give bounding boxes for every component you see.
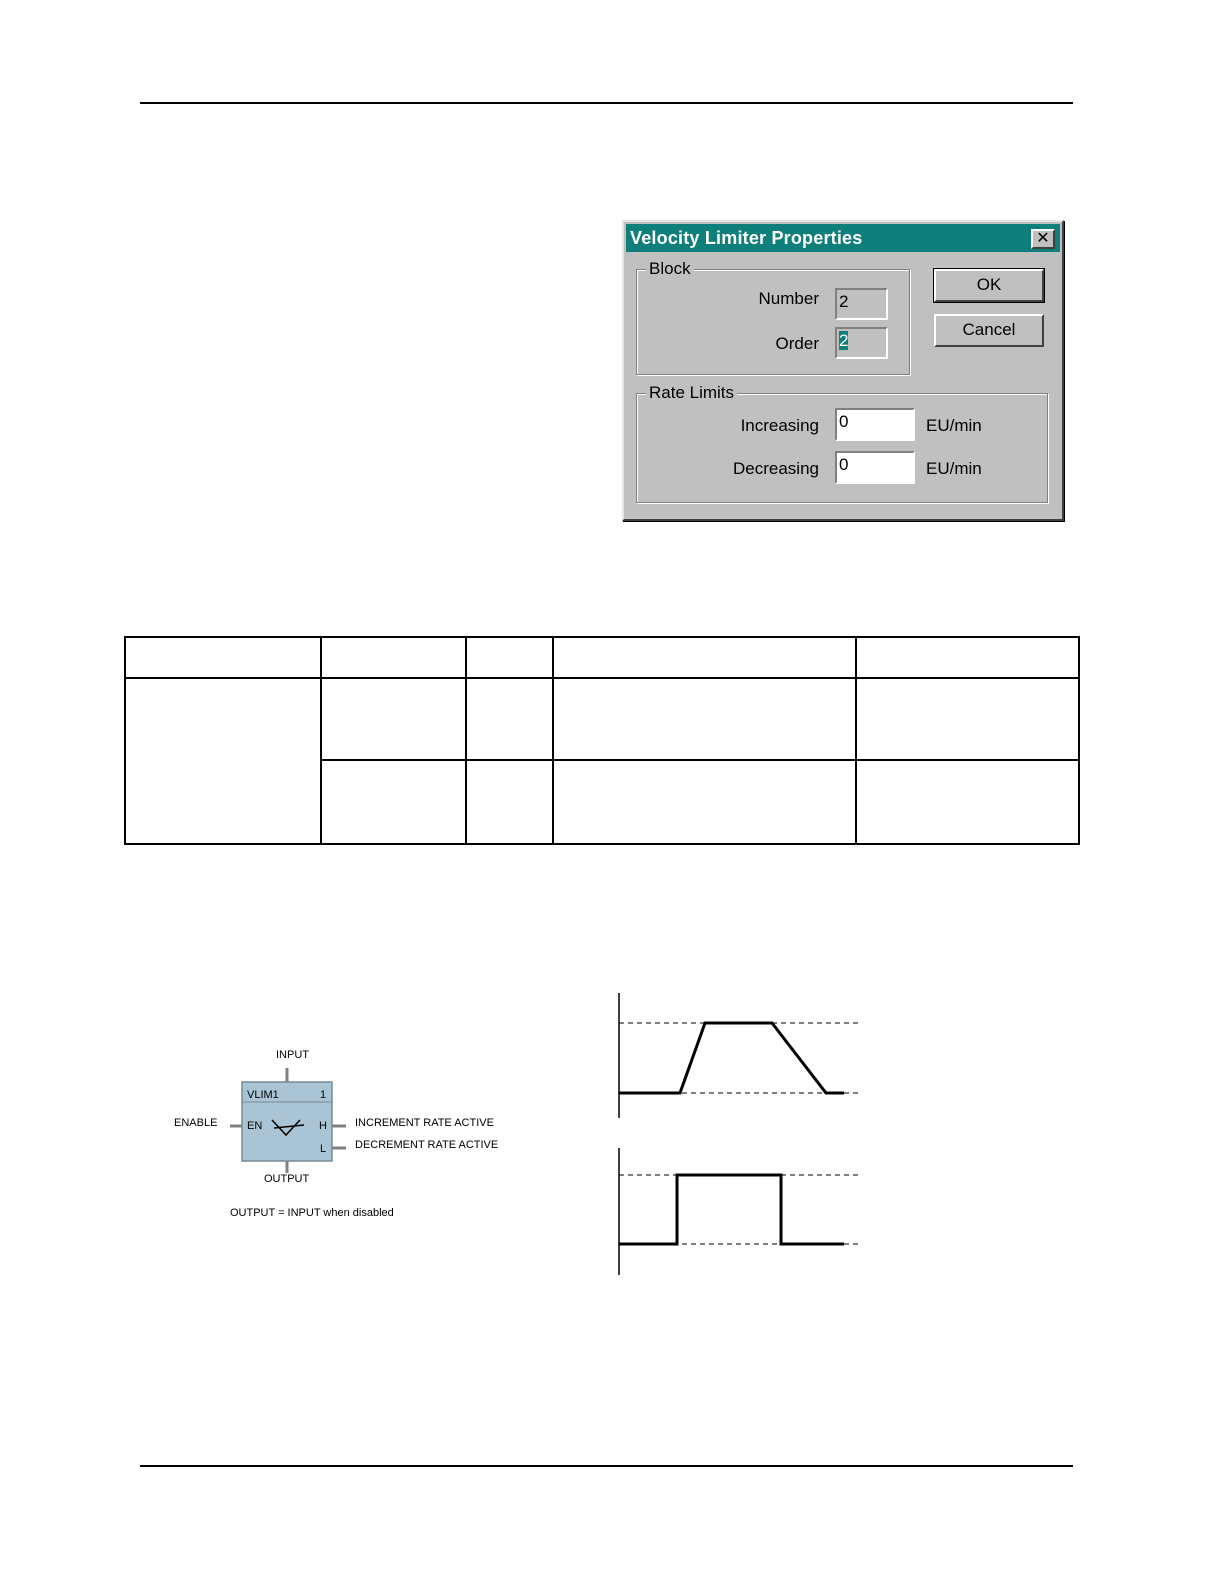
table-cell	[856, 760, 1079, 844]
table-cell	[321, 637, 466, 678]
table-cell	[553, 637, 856, 678]
table-row	[125, 678, 1079, 760]
increasing-unit: EU/min	[926, 416, 982, 435]
order-field[interactable]	[835, 327, 888, 359]
decreasing-input[interactable]	[835, 451, 915, 484]
increasing-value: 0	[839, 412, 849, 431]
velocity-limiter-dialog	[622, 220, 1064, 521]
disabled-note: OUTPUT = INPUT when disabled	[230, 1207, 394, 1219]
table-cell	[466, 637, 553, 678]
decreasing-unit: EU/min	[926, 459, 982, 478]
l-pin-label: L	[320, 1143, 327, 1155]
decreasing-label: Decreasing	[733, 459, 819, 478]
dialog-title: Velocity Limiter Properties	[630, 228, 863, 248]
block-number: 1	[320, 1089, 327, 1101]
rate-limits-legend: Rate Limits	[646, 383, 737, 403]
parameter-table	[124, 636, 1080, 845]
table-header-row	[125, 637, 1079, 678]
vlim-block-diagram	[160, 1040, 540, 1230]
step-input-trace	[619, 1175, 844, 1244]
table-cell	[856, 678, 1079, 760]
increment-rate-label: INCREMENT RATE ACTIVE	[355, 1117, 494, 1129]
table-cell	[856, 637, 1079, 678]
table-cell	[553, 678, 856, 760]
number-label: Number	[758, 289, 819, 308]
table-cell	[321, 760, 466, 844]
dialog-title-bar[interactable]	[626, 224, 1060, 252]
block-group	[636, 259, 910, 375]
close-icon: ✕	[1036, 230, 1050, 247]
table-cell	[321, 678, 466, 760]
number-field	[835, 288, 888, 320]
close-button[interactable]	[1031, 229, 1055, 249]
block-name: VLIM1	[247, 1089, 279, 1101]
order-value: 2	[839, 331, 849, 350]
decreasing-value: 0	[839, 455, 849, 474]
number-value: 2	[839, 292, 849, 311]
header-rule	[140, 102, 1073, 104]
increasing-input[interactable]	[835, 408, 915, 441]
table-cell	[553, 760, 856, 844]
cancel-button[interactable]: Cancel	[934, 314, 1044, 347]
h-pin-label: H	[319, 1120, 327, 1132]
table-cell	[125, 678, 321, 844]
table-cell	[466, 678, 553, 760]
en-pin-label: EN	[247, 1120, 263, 1132]
rate-limited-output-trace	[619, 1023, 844, 1093]
decrement-rate-label: DECREMENT RATE ACTIVE	[355, 1139, 499, 1151]
enable-label: ENABLE	[174, 1117, 218, 1129]
table-cell	[125, 637, 321, 678]
footer-rule	[140, 1465, 1073, 1467]
table-cell	[466, 760, 553, 844]
order-label: Order	[775, 334, 819, 353]
increasing-label: Increasing	[740, 416, 819, 435]
waveform-diagrams	[610, 990, 870, 1280]
output-label: OUTPUT	[264, 1173, 310, 1185]
input-label: INPUT	[276, 1049, 309, 1061]
block-group-legend: Block	[646, 259, 694, 279]
ok-button[interactable]: OK	[934, 269, 1044, 302]
